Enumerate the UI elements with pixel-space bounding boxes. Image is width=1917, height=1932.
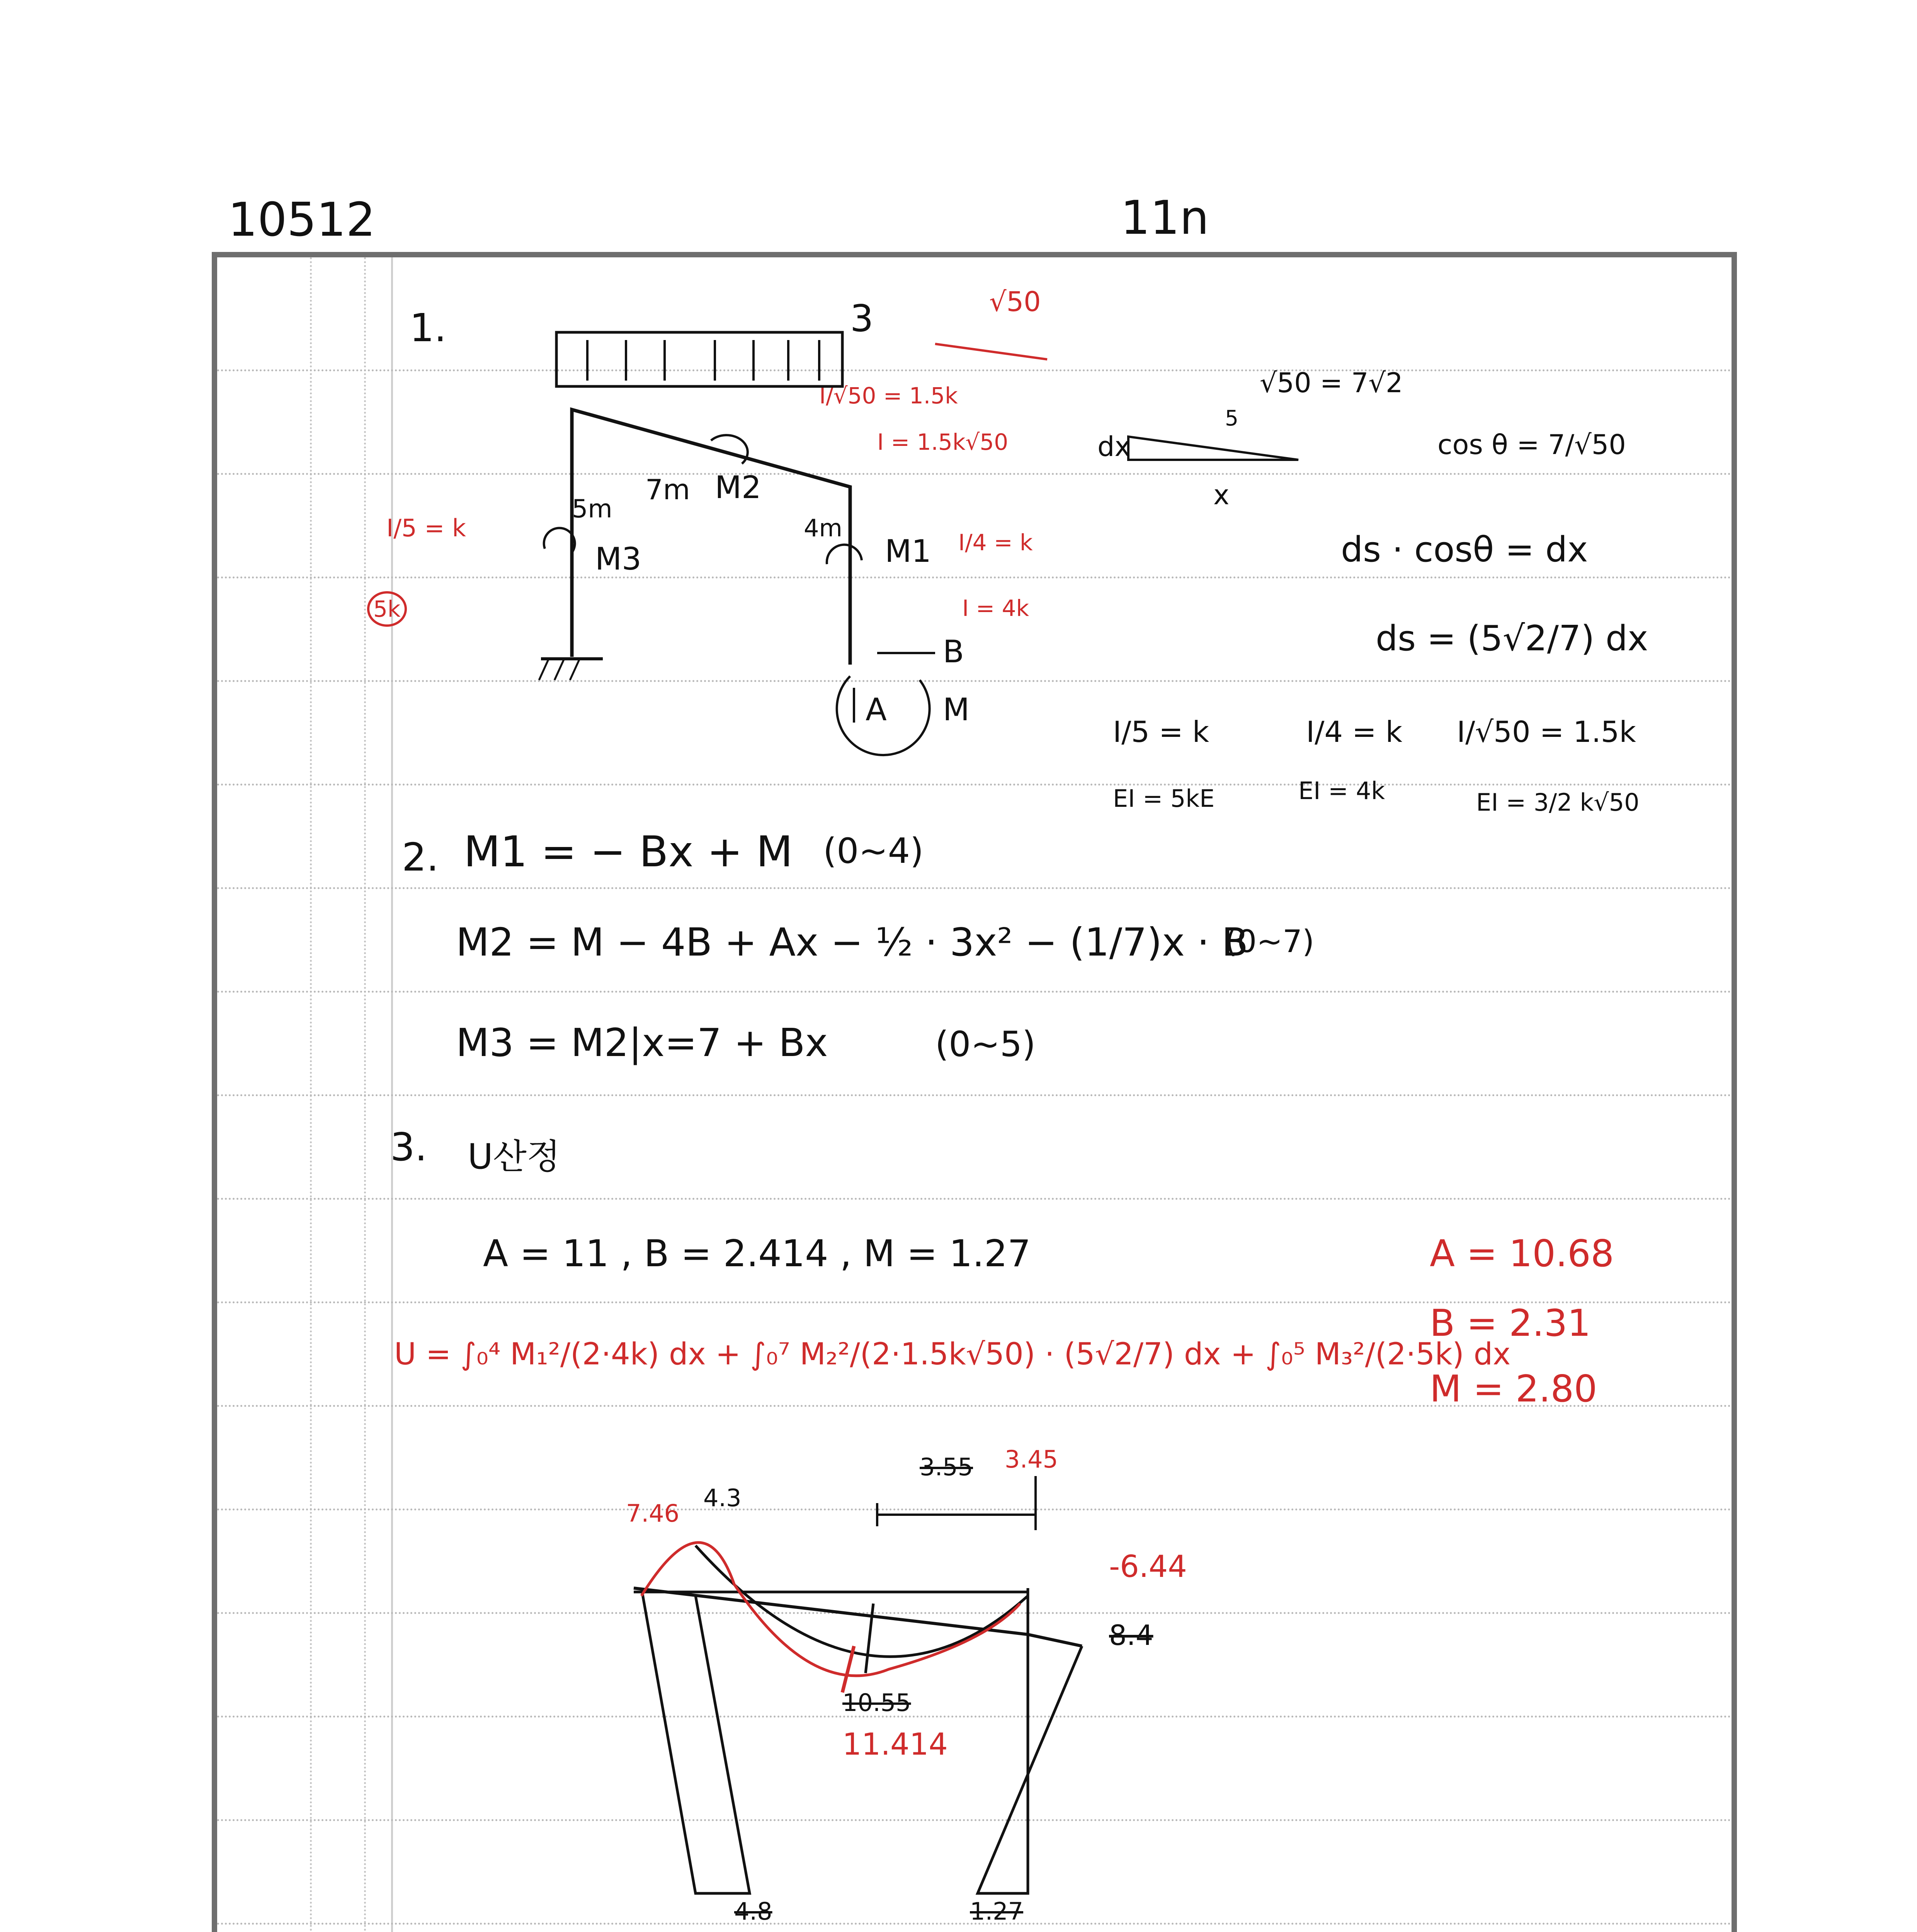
p1-ds: ds = (5√2/7) dx xyxy=(1376,618,1648,659)
p1-span: 7m xyxy=(645,473,690,506)
page-number: 11n xyxy=(1121,191,1209,245)
p1-ei2: EI = 4k xyxy=(1298,777,1385,805)
p3-u-equation: U = ∫₀⁴ M₁²/(2·4k) dx + ∫₀⁷ M₂²/(2·1.5k√50) · (5√2/7) dx + ∫₀⁵ M₃²/(2·5k) dx xyxy=(394,1337,1511,1372)
p1-m-label: M xyxy=(943,692,970,728)
p1-left-ratio: I/5 = k xyxy=(386,514,466,542)
p1-inclined-ratio: I/√50 = 1.5k xyxy=(819,383,958,409)
diagram-v3: 3.45 xyxy=(1005,1445,1058,1473)
p1-ei1: EI = 5kE xyxy=(1113,784,1215,813)
diagram-v8-old: 1.27 xyxy=(970,1897,1024,1925)
p3-title: U산정 xyxy=(468,1136,560,1177)
p3-number: 3. xyxy=(390,1124,427,1170)
diagram-v6-old: 10.55 xyxy=(842,1689,911,1717)
p1-left-circled: 5k xyxy=(367,591,407,627)
p1-right-height: 4m xyxy=(804,514,842,542)
diagram-v4: -6.44 xyxy=(1109,1549,1187,1584)
p1-left-height: 5m xyxy=(572,495,612,524)
p2-range2: (0~7) xyxy=(1225,923,1315,959)
diagram-v1: 7.46 xyxy=(626,1499,680,1527)
p2-eq2: M2 = M − 4B + Ax − ½ · 3x² − (1/7)x · B xyxy=(456,920,1249,965)
p2-range1: (0~4) xyxy=(823,831,924,871)
p1-m3: M3 xyxy=(595,541,641,577)
diagram-v2: 4.3 xyxy=(703,1484,742,1512)
p1-b-label: B xyxy=(943,634,964,670)
p2-number: 2. xyxy=(402,835,439,880)
p3-values: A = 11 , B = 2.414 , M = 1.27 xyxy=(483,1233,1031,1275)
p1-right-ratio: I/4 = k xyxy=(958,529,1033,556)
p1-tri-dx: dx xyxy=(1097,431,1131,463)
diagram-v7-old: 4.8 xyxy=(734,1897,772,1925)
p1-right-I: I = 4k xyxy=(962,595,1029,621)
p2-range3: (0~5) xyxy=(935,1024,1036,1065)
p1-cos: cos θ = 7/√50 xyxy=(1437,429,1626,461)
p1-inclined-I: I = 1.5k√50 xyxy=(877,429,1009,455)
p2-eq1: M1 = − Bx + M xyxy=(464,827,793,876)
p1-sqrt-eq: √50 = 7√2 xyxy=(1260,367,1403,399)
p1-ratio1: I/5 = k xyxy=(1113,715,1209,749)
p1-load-label: 3 xyxy=(850,298,874,340)
p1-m1: M1 xyxy=(885,533,931,569)
p1-sqrt50-red: √50 xyxy=(989,286,1041,318)
p1-ratio3: I/√50 = 1.5k xyxy=(1457,715,1636,749)
p1-ei3: EI = 3/2 k√50 xyxy=(1476,788,1640,816)
diagram-v6: 11.414 xyxy=(842,1727,948,1762)
p3-corr-m: M = 2.80 xyxy=(1430,1368,1597,1410)
p3-corr-a: A = 10.68 xyxy=(1430,1233,1614,1275)
p1-ds-cos: ds · cosθ = dx xyxy=(1341,529,1588,570)
p1-a-label: A xyxy=(866,692,887,728)
p1-tri-x: x xyxy=(1213,479,1230,511)
p2-eq3: M3 = M2|x=7 + Bx xyxy=(456,1020,828,1065)
p1-ratio2: I/4 = k xyxy=(1306,715,1403,749)
p3-corr-b: B = 2.31 xyxy=(1430,1302,1591,1345)
p1-number: 1. xyxy=(410,305,447,350)
diagram-v5: 8.4 xyxy=(1109,1619,1153,1651)
diagram-v3-old: 3.55 xyxy=(920,1453,973,1481)
p1-m2: M2 xyxy=(715,469,761,505)
page-id: 10512 xyxy=(228,193,376,247)
p1-tri-5: 5 xyxy=(1225,406,1238,430)
